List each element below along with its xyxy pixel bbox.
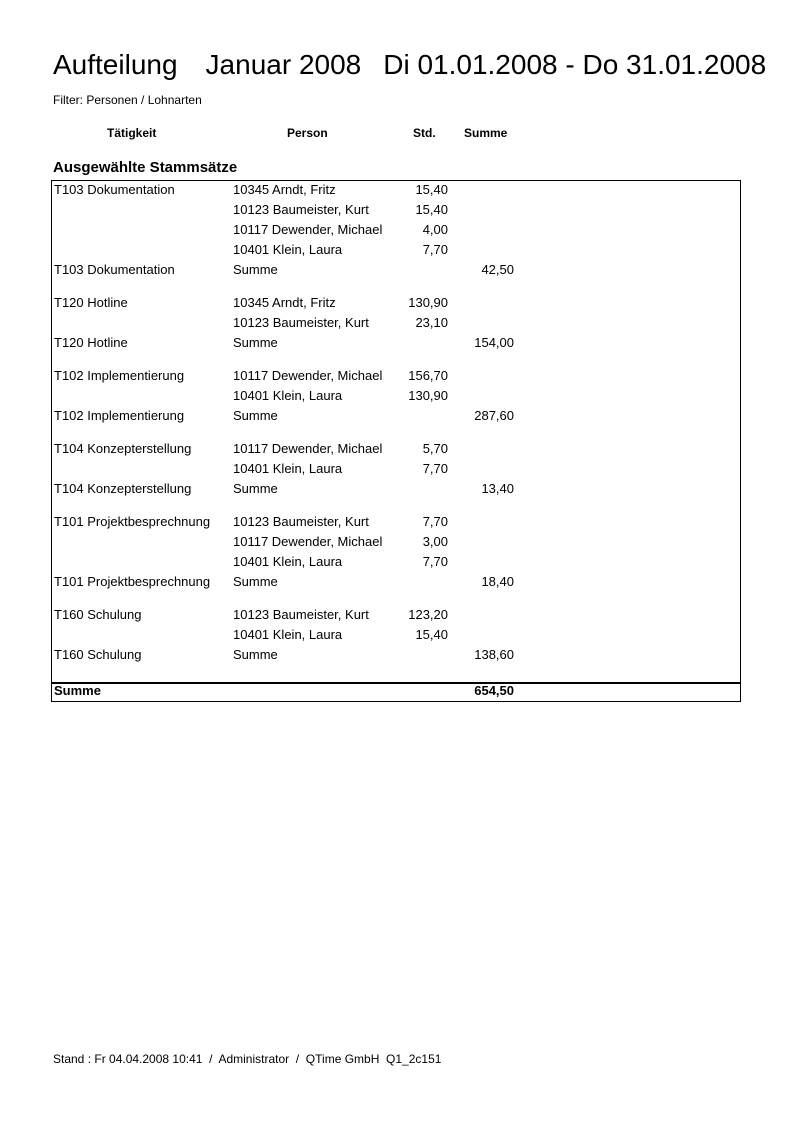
hours-value: 15,40	[415, 182, 448, 197]
subtotal-label: Summe	[233, 481, 278, 496]
column-header-activity: Tätigkeit	[107, 126, 157, 140]
subtotal-activity-label: T104 Konzepterstellung	[54, 481, 192, 496]
activity-label: T103 Dokumentation	[54, 182, 175, 197]
grand-total-value: 654,50	[474, 683, 514, 698]
subtotal-label: Summe	[233, 335, 278, 350]
column-header-hours: Std.	[413, 126, 436, 140]
subtotal-value: 13,40	[481, 481, 514, 496]
hours-value: 7,70	[422, 461, 448, 476]
person-name: 10117 Dewender, Michael	[233, 534, 383, 549]
subtotal-activity-label: T160 Schulung	[54, 647, 142, 662]
grand-total-label: Summe	[54, 683, 101, 698]
subtotal-activity-label: T103 Dokumentation	[54, 262, 175, 277]
hours-value: 7,70	[422, 554, 448, 569]
person-name: 10401 Klein, Laura	[233, 461, 343, 476]
subtotal-value: 154,00	[474, 335, 514, 350]
subtotal-label: Summe	[233, 574, 278, 589]
activity-label: T101 Projektbesprechnung	[54, 514, 211, 529]
title-month: Januar 2008	[205, 49, 362, 80]
footer-status: Stand : Fr 04.04.2008 10:41 / Administrator / QTime GmbH Q1_2c151	[53, 1052, 442, 1066]
activity-label: T104 Konzepterstellung	[54, 441, 192, 456]
filter-line: Filter: Personen / Lohnarten	[53, 93, 202, 107]
person-name: 10345 Arndt, Fritz	[233, 182, 336, 197]
hours-value: 123,20	[408, 607, 448, 622]
person-name: 10117 Dewender, Michael	[233, 441, 383, 456]
section-heading: Ausgewählte Stammsätze	[53, 159, 238, 176]
hours-value: 3,00	[422, 534, 448, 549]
subtotal-label: Summe	[233, 647, 278, 662]
subtotal-value: 138,60	[474, 647, 514, 662]
person-name: 10117 Dewender, Michael	[233, 222, 383, 237]
person-name: 10123 Baumeister, Kurt	[233, 607, 369, 622]
person-name: 10345 Arndt, Fritz	[233, 295, 336, 310]
subtotal-label: Summe	[233, 262, 278, 277]
subtotal-activity-label: T101 Projektbesprechnung	[54, 574, 211, 589]
activity-label: T102 Implementierung	[54, 368, 185, 383]
subtotal-activity-label: T120 Hotline	[54, 335, 128, 350]
hours-value: 156,70	[408, 368, 448, 383]
person-name: 10401 Klein, Laura	[233, 554, 343, 569]
hours-value: 7,70	[422, 242, 448, 257]
hours-value: 7,70	[422, 514, 448, 529]
subtotal-value: 287,60	[474, 408, 514, 423]
title-date-range: Di 01.01.2008 - Do 31.01.2008	[383, 49, 767, 80]
subtotal-value: 42,50	[481, 262, 514, 277]
hours-value: 4,00	[422, 222, 448, 237]
person-name: 10123 Baumeister, Kurt	[233, 202, 369, 217]
subtotal-activity-label: T102 Implementierung	[54, 408, 185, 423]
person-name: 10123 Baumeister, Kurt	[233, 514, 369, 529]
person-name: 10401 Klein, Laura	[233, 627, 343, 642]
subtotal-label: Summe	[233, 408, 278, 423]
column-header-person: Person	[287, 126, 328, 140]
title-label: Aufteilung	[53, 49, 178, 80]
hours-value: 130,90	[408, 295, 448, 310]
hours-value: 15,40	[415, 627, 448, 642]
subtotal-value: 18,40	[481, 574, 514, 589]
person-name: 10117 Dewender, Michael	[233, 368, 383, 383]
activity-label: T120 Hotline	[54, 295, 128, 310]
column-header-sum: Summe	[464, 126, 508, 140]
activity-label: T160 Schulung	[54, 607, 142, 622]
person-name: 10401 Klein, Laura	[233, 388, 343, 403]
person-name: 10123 Baumeister, Kurt	[233, 315, 369, 330]
person-name: 10401 Klein, Laura	[233, 242, 343, 257]
hours-value: 130,90	[408, 388, 448, 403]
hours-value: 15,40	[415, 202, 448, 217]
hours-value: 23,10	[415, 315, 448, 330]
total-divider	[51, 682, 741, 684]
hours-value: 5,70	[422, 441, 448, 456]
page-title	[53, 49, 766, 81]
